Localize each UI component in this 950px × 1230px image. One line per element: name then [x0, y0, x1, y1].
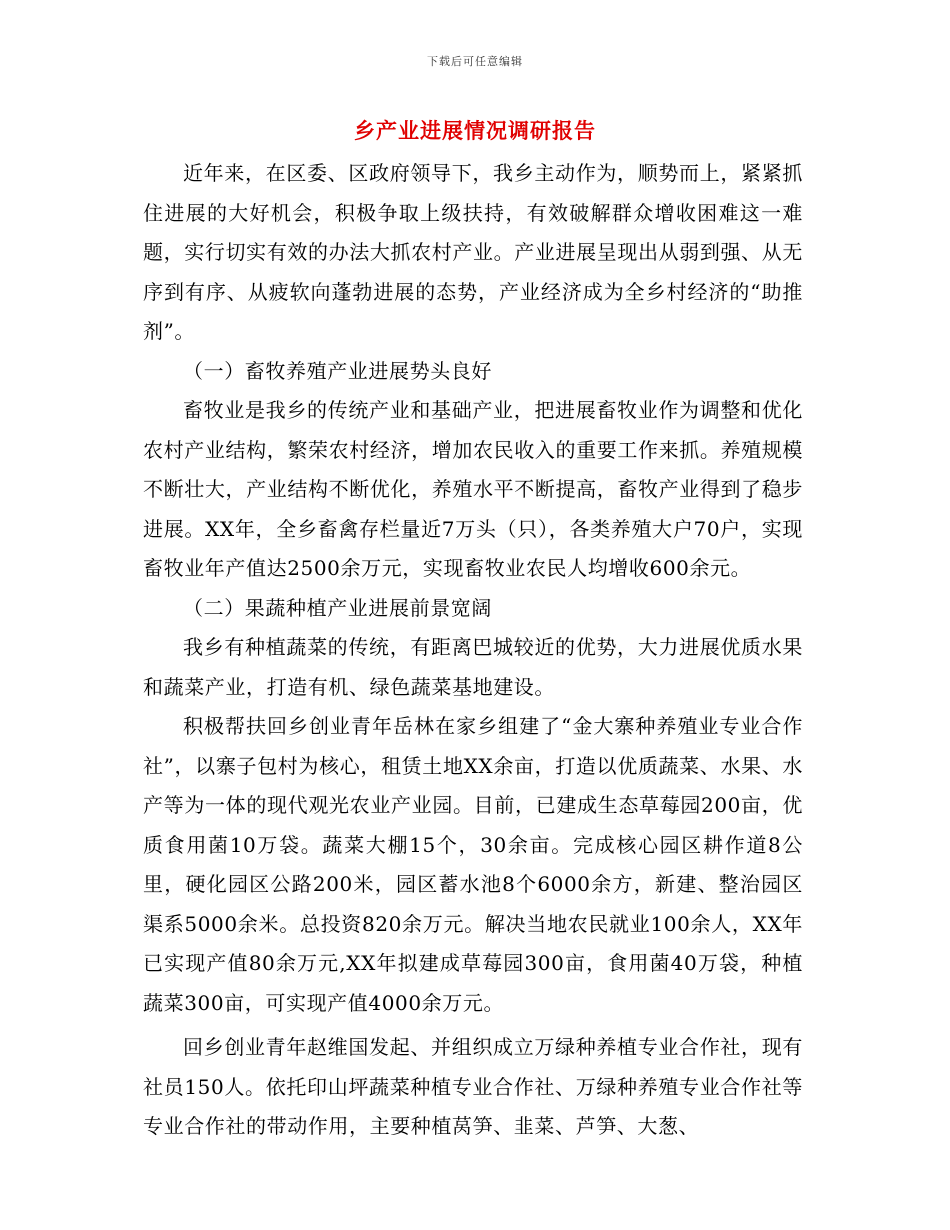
document-body [143, 154, 803, 1147]
fruit-vegetable-paragraph-2: 积极帮扶回乡创业青年岳林在家乡组建了“金大寨种养殖业专业合作社”，以寨子包村为核心，租赁土地XX余亩，打造以优质蔬菜、水果、水产等为一体的现代观光农业产业园。目前，已建成生态草莓园200亩，优质食用菌10万袋。蔬菜大棚15个，30余亩。完成核心园区耕作道8公里，硬化园区公路200米，园区蓄水池8个6000余方，新建、整治园区渠系5000余米。总投资820余万元。解决当地农民就业100余人，XX年已实现产值80余万元,XX年拟建成草莓园300亩，食用菌40万袋，种植蔬菜300亩，可实现产值4000余万元。 [143, 714, 803, 1015]
header-note: 下载后可任意编辑 [427, 55, 523, 68]
livestock-paragraph: 畜牧业是我乡的传统产业和基础产业，把进展畜牧业作为调整和优化农村产业结构，繁荣农村经济，增加农民收入的重要工作来抓。养殖规模不断壮大，产业结构不断优化，养殖水平不断提高，畜牧产业得到了稳步进展。XX年，全乡畜禽存栏量近7万头（只），各类养殖大户70户，实现畜牧业年产值达2500余万元，实现畜牧业农民人均增收600余元。 [143, 398, 803, 580]
section-heading-livestock: （一）畜牧养殖产业进展势头良好 [183, 358, 492, 383]
intro-paragraph: 近年来，在区委、区政府领导下，我乡主动作为，顺势而上，紧紧抓住进展的大好机会，积极争取上级扶持，有效破解群众增收困难这一难题，实行切实有效的办法大抓农村产业。产业进展呈现出从弱到强、从无序到有序、从疲软向蓬勃进展的态势，产业经济成为全乡村经济的“助推剂”。 [143, 161, 803, 343]
section-heading-fruit-vegetable: （二）果蔬种植产业进展前景宽阔 [183, 595, 492, 620]
fruit-vegetable-paragraph-3: 回乡创业青年赵维国发起、并组织成立万绿种养植专业合作社，现有社员150人。依托印山坪蔬菜种植专业合作社、万绿种养殖专业合作社等专业合作社的带动作用，主要种植莴笋、韭菜、芦笋、大葱、 [143, 1035, 803, 1138]
document-title: 乡产业进展情况调研报告 [354, 119, 596, 143]
fruit-vegetable-paragraph-1: 我乡有种植蔬菜的传统，有距离巴城较近的优势，大力进展优质水果和蔬菜产业，打造有机、绿色蔬菜基地建设。 [143, 635, 803, 699]
